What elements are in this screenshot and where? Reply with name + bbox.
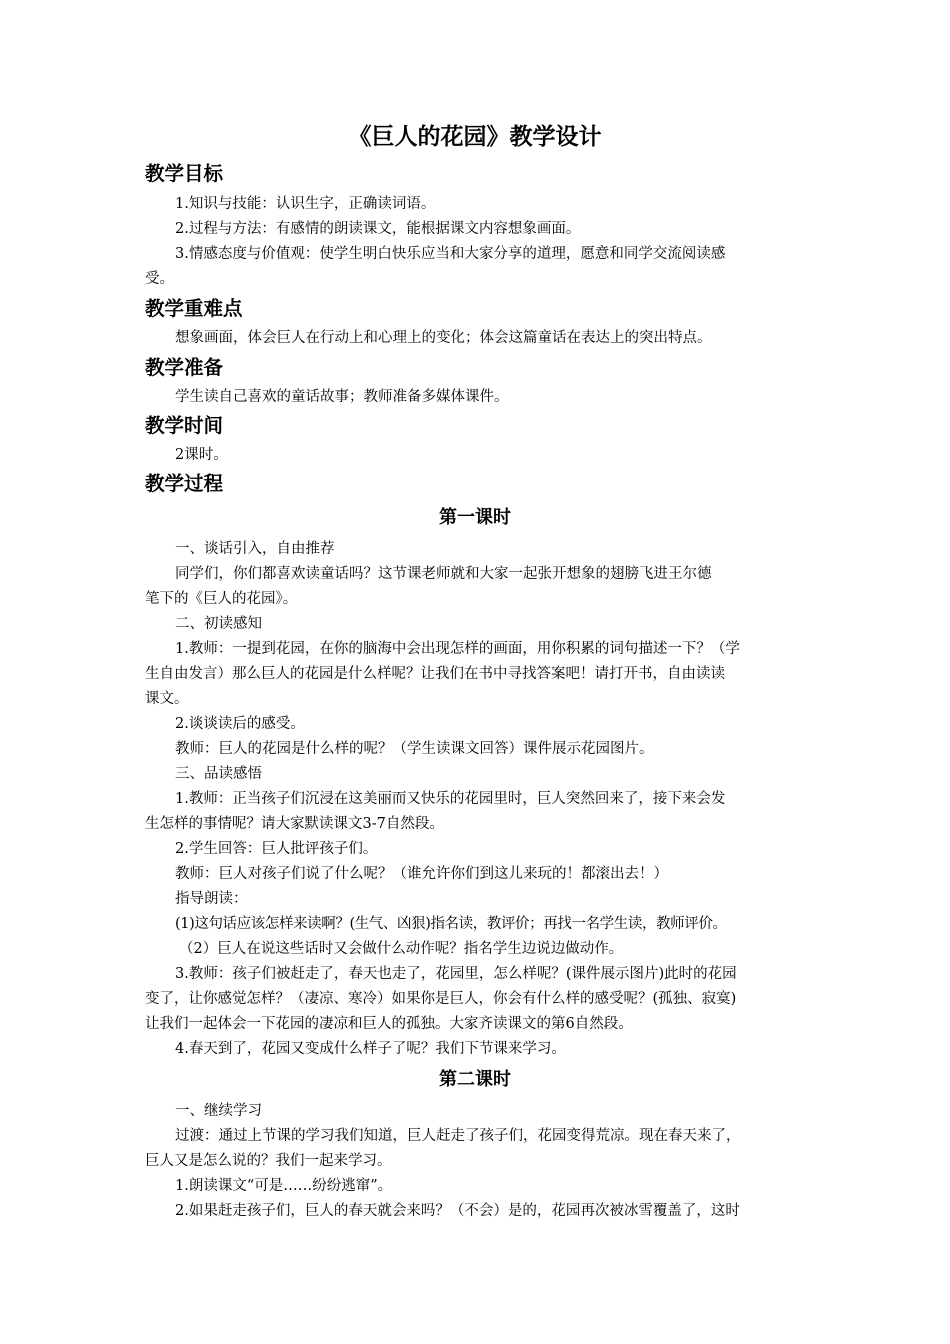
heading-preparation: 教学准备 — [145, 356, 224, 379]
preparation-text: 学生读自己喜欢的童话故事；教师准备多媒体课件。 — [175, 389, 509, 405]
lesson-1-paragraph: 1.教师：正当孩子们沉浸在这美丽而又快乐的花园里时，巨人突然回来了，接下来会发 — [175, 791, 726, 807]
lesson-1-section-3-title: 三、品读感悟 — [175, 766, 262, 782]
lesson-1-paragraph: 3.教师：孩子们被赶走了，春天也走了，花园里，怎么样呢？(课件展示图片)此时的花园 — [175, 966, 737, 982]
lesson-2-paragraph: 过渡：通过上节课的学习我们知道，巨人赶走了孩子们，花园变得荒凉。现在春天来了， — [175, 1128, 741, 1144]
lesson-1-paragraph: 生怎样的事情呢？请大家默读课文3-7自然段。 — [145, 816, 444, 832]
heading-time: 教学时间 — [145, 414, 224, 437]
objective-item-2: 2.过程与方法：有感情的朗读课文，能根据课文内容想象画面。 — [175, 221, 581, 237]
heading-key-points: 教学重难点 — [145, 297, 243, 320]
key-points-text: 想象画面，体会巨人在行动上和心理上的变化；体会这篇童话在表达上的突出特点。 — [175, 330, 712, 346]
lesson-1-paragraph: 同学们，你们都喜欢读童话吗？这节课老师就和大家一起张开想象的翅膀飞进王尔德 — [175, 566, 712, 582]
lesson-1-paragraph: 教师：巨人对孩子们说了什么呢？（谁允许你们到这儿来玩的！都滚出去！） — [175, 866, 668, 882]
lesson-1-paragraph: 变了，让你感觉怎样？（凄凉、寒冷）如果你是巨人，你会有什么样的感受呢？(孤独、寂寞) — [145, 991, 737, 1007]
heading-objectives: 教学目标 — [145, 162, 224, 185]
lesson-1-paragraph: 1.教师：一提到花园，在你的脑海中会出现怎样的画面，用你积累的词句描述一下？（学 — [175, 641, 740, 657]
lesson-1-paragraph: 指导朗读： — [175, 891, 248, 907]
lesson-2-section-1-title: 一、继续学习 — [175, 1103, 262, 1119]
lesson-1-paragraph: （2）巨人在说这些话时又会做什么动作呢？指名学生边说边做动作。 — [179, 941, 624, 957]
lesson-1-paragraph: (1)这句话应该怎样来读啊？(生气、凶狠)指名读，教评价；再找一名学生读，教师评价。 — [175, 916, 727, 932]
heading-process: 教学过程 — [145, 472, 224, 495]
lesson-1-paragraph: 让我们一起体会一下花园的凄凉和巨人的孤独。大家齐读课文的第6自然段。 — [145, 1016, 633, 1032]
objective-item-3-cont: 受。 — [145, 271, 174, 287]
lesson-1-section-2-title: 二、初读感知 — [175, 616, 262, 632]
lesson-2-paragraph: 2.如果赶走孩子们，巨人的春天就会来吗？（不会）是的，花园再次被冰雪覆盖了，这时 — [175, 1203, 740, 1219]
objective-item-3: 3.情感态度与价值观：使学生明白快乐应当和大家分享的道理，愿意和同学交流阅读感 — [175, 246, 726, 262]
lesson-2-paragraph: 1.朗读课文“可是……纷纷逃窜”。 — [175, 1178, 393, 1194]
objective-item-1: 1.知识与技能：认识生字，正确读词语。 — [175, 196, 436, 212]
lesson-1-paragraph: 笔下的《巨人的花园》。 — [145, 591, 298, 607]
lesson-1-paragraph: 教师：巨人的花园是什么样的呢？（学生读课文回答）课件展示花园图片。 — [175, 741, 654, 757]
lesson-1-title: 第一课时 — [439, 507, 511, 528]
lesson-1-paragraph: 2.谈谈读后的感受。 — [175, 716, 305, 732]
lesson-1-paragraph: 生自由发言）那么巨人的花园是什么样呢？让我们在书中寻找答案吧！请打开书，自由读读 — [145, 666, 725, 682]
lesson-1-section-1-title: 一、谈话引入，自由推荐 — [175, 541, 335, 557]
lesson-1-paragraph: 4.春天到了，花园又变成什么样子了呢？我们下节课来学习。 — [175, 1041, 566, 1057]
document-title: 《巨人的花园》教学设计 — [348, 124, 602, 150]
lesson-2-title: 第二课时 — [439, 1069, 511, 1090]
lesson-1-paragraph: 课文。 — [145, 691, 189, 707]
time-text: 2课时。 — [175, 447, 228, 463]
lesson-1-paragraph: 2.学生回答：巨人批评孩子们。 — [175, 841, 378, 857]
lesson-2-paragraph: 巨人又是怎么说的？我们一起来学习。 — [145, 1153, 392, 1169]
